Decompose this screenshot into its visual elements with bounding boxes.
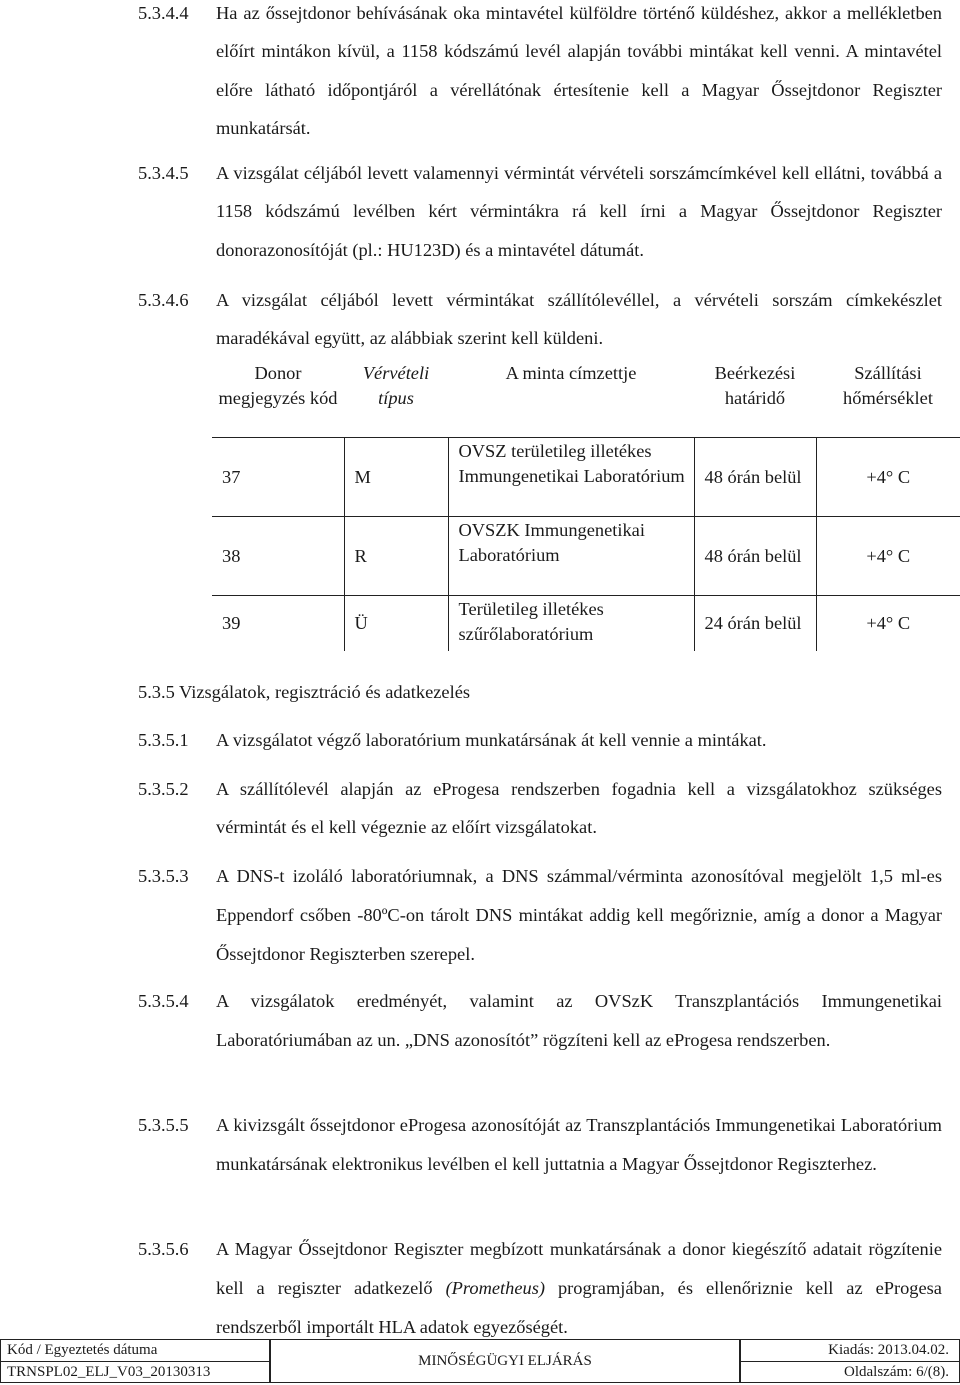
paragraph-5-3-5-6 (138, 1230, 942, 1348)
table-row (212, 596, 960, 652)
column-header-temperature: Szállítási hőmérséklet (843, 363, 933, 408)
paragraph-number: 5.3.5.6 (138, 1239, 189, 1259)
cell-type: M (344, 438, 448, 517)
footer-code-value: TRNSPL02_ELJ_V03_20130313 (1, 1361, 269, 1383)
cell-code: 38 (212, 517, 344, 596)
paragraph-text: A DNS-t izoláló laboratóriumnak, a DNS számmal/vérminta azonosítóval megjelölt 1,5 ml-es Eppendorf csőben -80ºC-on tárolt DNS mintákat addig kell megőriznie, amíg a donor a Magyar Őssejtdonor Regiszterben szerepel. (216, 866, 942, 965)
cell-type: Ü (344, 596, 448, 652)
paragraph-text: A Magyar Őssejtdonor Regiszter megbízott munkatársának a donor kiegészítő adatait rögzítenie kell a regiszter adatkezelő (Prometheus) programjában, és ellenőriznie kell az eProgesa rendszerből importált HLA adatok egyezőségét. (216, 1239, 942, 1338)
cell-code: 37 (212, 438, 344, 517)
cell-deadline: 48 órán belül (694, 438, 816, 517)
paragraph-number: 5.3.4.6 (138, 290, 189, 310)
paragraph-text: A szállítólevél alapján az eProgesa rendszerben fogadnia kell a vizsgálatokhoz szükséges vérmintát és el kell végeznie az előírt vizsgálatokat. (216, 779, 942, 838)
column-header-deadline: Beérkezési határidő (714, 363, 796, 408)
paragraph-5-3-4-6 (138, 281, 942, 358)
paragraph-5-3-5-3 (138, 857, 942, 975)
paragraph-text: A vizsgálatot végző laboratórium munkatársának át kell vennie a mintákat. (216, 730, 767, 750)
cell-type: R (344, 517, 448, 596)
cell-recipient: OVSZK Immungenetikai Laboratórium (448, 517, 694, 596)
paragraph-5-3-5-2 (138, 770, 942, 847)
column-header-type: Vérvételi típus (362, 363, 430, 408)
paragraph-text: A vizsgálatok eredményét, valamint az OVSzK Transzplantációs Immungenetikai Laboratóriumában az un. „DNS azonosítót” rögzíteni kell az eProgesa rendszerben. (216, 991, 942, 1051)
cell-code: 39 (212, 596, 344, 652)
paragraph-text: A vizsgálat céljából levett vérmintákat szállítólevéllel, a vérvételi sorszám címkekészlet maradékával együtt, az alábbiak szerint kell küldeni. (216, 290, 942, 349)
cell-temperature: +4° C (816, 596, 960, 652)
page-footer (0, 1339, 960, 1385)
cell-recipient: Területileg illetékes szűrőlaboratórium (448, 596, 694, 652)
cell-recipient: OVSZ területileg illetékes Immungenetikai Laboratórium (448, 438, 694, 517)
paragraph-5-3-5-1 (138, 721, 942, 759)
footer-code-label: Kód / Egyeztetés dátuma (7, 1342, 158, 1358)
cell-temperature: +4° C (816, 517, 960, 596)
sample-shipping-table (212, 356, 960, 651)
section-heading-5-3-5: 5.3.5 Vizsgálatok, regisztráció és adatkezelés (138, 682, 471, 702)
paragraph-5-3-4-4 (138, 0, 942, 148)
paragraph-number: 5.3.4.5 (138, 163, 189, 183)
footer-code-box (0, 1339, 270, 1383)
footer-title-box (270, 1339, 740, 1383)
paragraph-number: 5.3.5.4 (138, 991, 189, 1011)
footer-issue-box (740, 1339, 960, 1383)
footer-page-number: Oldalszám: 6/(8). (741, 1361, 959, 1383)
paragraph-text: A kivizsgált őssejtdonor eProgesa azonosítóját az Transzplantációs Immungenetikai Laboratórium munkatársának elektronikus levélben el kell juttatnia a Magyar Őssejtdonor Regiszterhez. (216, 1115, 942, 1175)
footer-issue-date: Kiadás: 2013.04.02. (828, 1342, 949, 1358)
paragraph-text: A vizsgálat céljából levett valamennyi vérmintát vérvételi sorszámcímkével kell ellátni, továbbá a 1158 kódszámú levélben kért vérmintákra rá kell írni a Magyar Őssejtdonor Regiszter donorazonosítóját (pl.: HU123D) és a mintavétel dátumát. (216, 163, 942, 260)
paragraph-number: 5.3.5.1 (138, 730, 189, 750)
column-header-code: Donor megjegyzés kód (218, 363, 338, 408)
cell-deadline: 48 órán belül (694, 517, 816, 596)
footer-title: MINŐSÉGÜGYI ELJÁRÁS (418, 1352, 592, 1369)
paragraph-number: 5.3.5.2 (138, 779, 189, 799)
cell-temperature: +4° C (816, 438, 960, 517)
paragraph-number: 5.3.5.3 (138, 866, 189, 886)
table-row (212, 517, 960, 596)
paragraph-number: 5.3.5.5 (138, 1115, 189, 1135)
column-header-recipient: A minta címzettje (505, 363, 637, 383)
paragraph-5-3-5-5 (138, 1106, 942, 1184)
paragraph-5-3-5-4 (138, 982, 942, 1060)
paragraph-text: Ha az őssejtdonor behívásának oka mintavétel külföldre történő küldéshez, akkor a mellékletben előírt mintákon kívül, a 1158 kódszámú levél alapján további mintákat kell venni. A mintavétel előre látható időpontjáról a vérellátónak értesítenie kell a Magyar Őssejtdonor Regiszter munkatársát. (216, 3, 942, 139)
table-header-row (212, 356, 960, 438)
cell-deadline: 24 órán belül (694, 596, 816, 652)
paragraph-number: 5.3.4.4 (138, 3, 189, 23)
table-row (212, 438, 960, 517)
paragraph-5-3-4-5 (138, 154, 942, 269)
